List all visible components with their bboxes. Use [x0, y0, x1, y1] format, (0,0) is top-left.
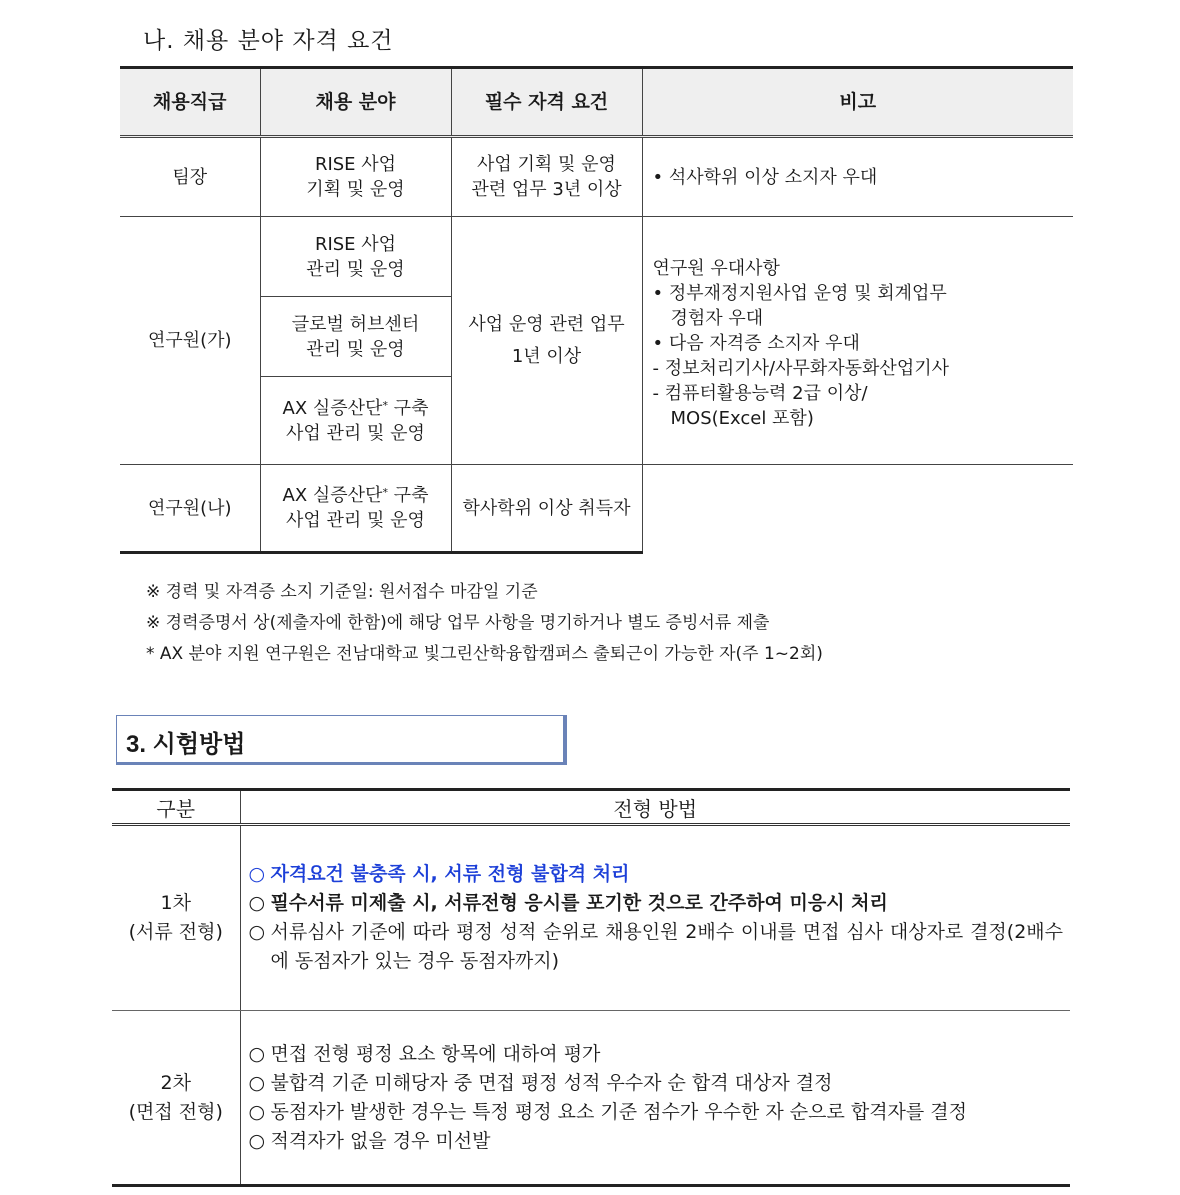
- note-line: ※ 경력 및 자격증 소지 기준일: 원서접수 마감일 기준: [146, 582, 538, 602]
- header-method: 전형 방법: [240, 790, 1070, 825]
- note-teamlead: • 석사학위 이상 소지자 우대: [642, 137, 1073, 217]
- requirement-researcher-b: 학사학위 이상 취득자: [451, 465, 642, 553]
- header-category: 구분: [112, 790, 240, 825]
- list-item: ○ 동점자가 발생한 경우는 특정 평정 요소 기준 점수가 우수한 자 순으로 합격자를 결정: [248, 1100, 968, 1123]
- note-line: * AX 분야 지원 연구원은 전남대학교 빛그린산학융합캠퍼스 출퇴근이 가능한 자(주 1~2회): [146, 644, 823, 664]
- exam-method-table: [112, 788, 1070, 1187]
- field-researcher-a-3: AX 실증산단* 구축 사업 관리 및 운영: [260, 377, 451, 465]
- grade-teamlead: 팀장: [120, 137, 260, 217]
- requirement-researcher-a: 사업 운영 관련 업무 1년 이상: [451, 217, 642, 465]
- note-line: ※ 경력증명서 상(제출자에 한함)에 해당 업무 사항을 명기하거나 별도 증빙서류 제출: [146, 613, 770, 633]
- list-item: ○ 적격자가 없을 경우 미선발: [248, 1129, 491, 1152]
- list-item: ○ 불합격 기준 미해당자 중 면접 평정 성적 우수자 순 합격 대상자 결정: [248, 1071, 833, 1094]
- notes: [146, 579, 823, 672]
- grade-researcher-a: 연구원(가): [120, 217, 260, 465]
- requirement-teamlead: 사업 기획 및 운영 관련 업무 3년 이상: [451, 137, 642, 217]
- list-item: ○ 필수서류 미제출 시, 서류전형 응시를 포기한 것으로 간주하여 미응시 처리: [248, 892, 888, 914]
- list-item: ○ 서류심사 기준에 따라 평정 성적 순위로 채용인원 2배수 이내를 면접 심사 대상자로 결정(2배수에 동점자가 있는 경우 동점자까지): [248, 921, 1063, 972]
- field-researcher-a-1: RISE 사업 관리 및 운영: [260, 217, 451, 297]
- stage-2: 2차 (면접 전형): [112, 1011, 240, 1186]
- section-title-na: 나. 채용 분야 자격 요건: [143, 28, 394, 54]
- stage-2-methods: [240, 1011, 1070, 1186]
- field-teamlead: RISE 사업 기획 및 운영: [260, 137, 451, 217]
- qualification-table: [120, 66, 1073, 554]
- note-researcher-a: 연구원 우대사항 • 정부재정지원사업 운영 및 회계업무 경험자 우대 • 다음 자격증 소지자 우대 - 정보처리기사/사무화자동화산업기사 - 컴퓨터활용능력 2급 이상/ MOS(Excel 포함): [642, 217, 1073, 465]
- section-3-heading-box: [116, 715, 567, 765]
- header-note: 비고: [642, 68, 1073, 137]
- list-item: ○ 면접 전형 평정 요소 항목에 대하여 평가: [248, 1042, 601, 1065]
- header-grade: 채용직급: [120, 68, 260, 137]
- header-field: 채용 분야: [260, 68, 451, 137]
- field-researcher-b: AX 실증산단* 구축 사업 관리 및 운영: [260, 465, 451, 553]
- stage-1: 1차 (서류 전형): [112, 825, 240, 1011]
- stage-1-methods: [240, 825, 1070, 1011]
- list-item: ○ 자격요건 불충족 시, 서류 전형 불합격 처리: [248, 863, 630, 885]
- field-researcher-a-2: 글로벌 허브센터 관리 및 운영: [260, 297, 451, 377]
- section-3-title: 3. 시험방법: [126, 731, 246, 758]
- grade-researcher-b: 연구원(나): [120, 465, 260, 553]
- header-requirement: 필수 자격 요건: [451, 68, 642, 137]
